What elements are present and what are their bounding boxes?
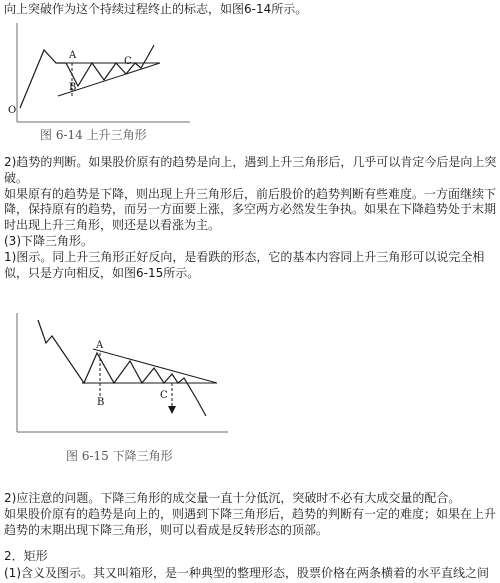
text-line-12: 趋势的末期出现下降三角形，则可以看成是反转形态的顶部。	[4, 523, 329, 537]
text-line-8: 1)图示。同上升三角形正好反向，是看跌的形态，它的基本内容同上升三角形可以说完全相	[4, 250, 485, 264]
label-a: A	[96, 340, 104, 351]
label-c: C	[124, 56, 132, 67]
figure-6-15	[0, 308, 235, 478]
section-heading-rectangle: 2．矩形	[4, 549, 48, 563]
text-line-1: 向上突破作为这个持续过程终止的标志，如图6-14所示。	[4, 2, 308, 16]
label-b: B	[69, 82, 77, 93]
descending-triangle-diagram	[0, 308, 235, 478]
text-line-7: (3)下降三角形。	[4, 234, 93, 248]
label-a: A	[69, 50, 77, 61]
label-c: C	[160, 390, 168, 401]
text-line-13: (1)含义及图示。其又叫箱形，是一种典型的整理形态，股票价格在两条横着的水平直线之间	[4, 566, 490, 580]
text-line-2: 2)趋势的判断。如果股价原有的趋势是向上，遇到上升三角形后，几乎可以肯定今后是向上突	[4, 155, 497, 169]
text-line-9: 似，只是方向相反，如图6-15所示。	[4, 266, 200, 280]
text-line-10: 2)应注意的问题。下降三角形的成交量一直十分低沉，突破时不必有大成交量的配合。	[4, 491, 461, 505]
price-path	[20, 45, 154, 108]
text-line-11: 如果股价原有的趋势是向上的，则遇到下降三角形后，趋势的判断有一定的难度；如果在上升	[4, 507, 497, 521]
text-line-6: 时出现上升三角形，则还是以看涨为主。	[4, 218, 221, 232]
text-line-3: 破。	[4, 171, 29, 185]
label-b: B	[97, 397, 105, 408]
text-line-5: 降，保持原有的趋势，而另一方面要上涨，多空两方必然发生争执。如果在下降趋势处于末期	[4, 202, 497, 216]
breakout-arrow	[168, 406, 176, 414]
figure-6-14	[0, 18, 200, 148]
figure-6-14-caption: 图 6-14 上升三角形	[40, 128, 147, 142]
price-path	[38, 320, 206, 416]
text-line-4: 如果原有的趋势是下降，则出现上升三角形后，前后股价的趋势判断有些难度。一方面继续下	[4, 187, 497, 201]
ascending-triangle-diagram	[0, 18, 200, 148]
origin-label: O	[8, 105, 17, 116]
figure-6-15-caption: 图 6-15 下降三角形	[66, 449, 173, 463]
